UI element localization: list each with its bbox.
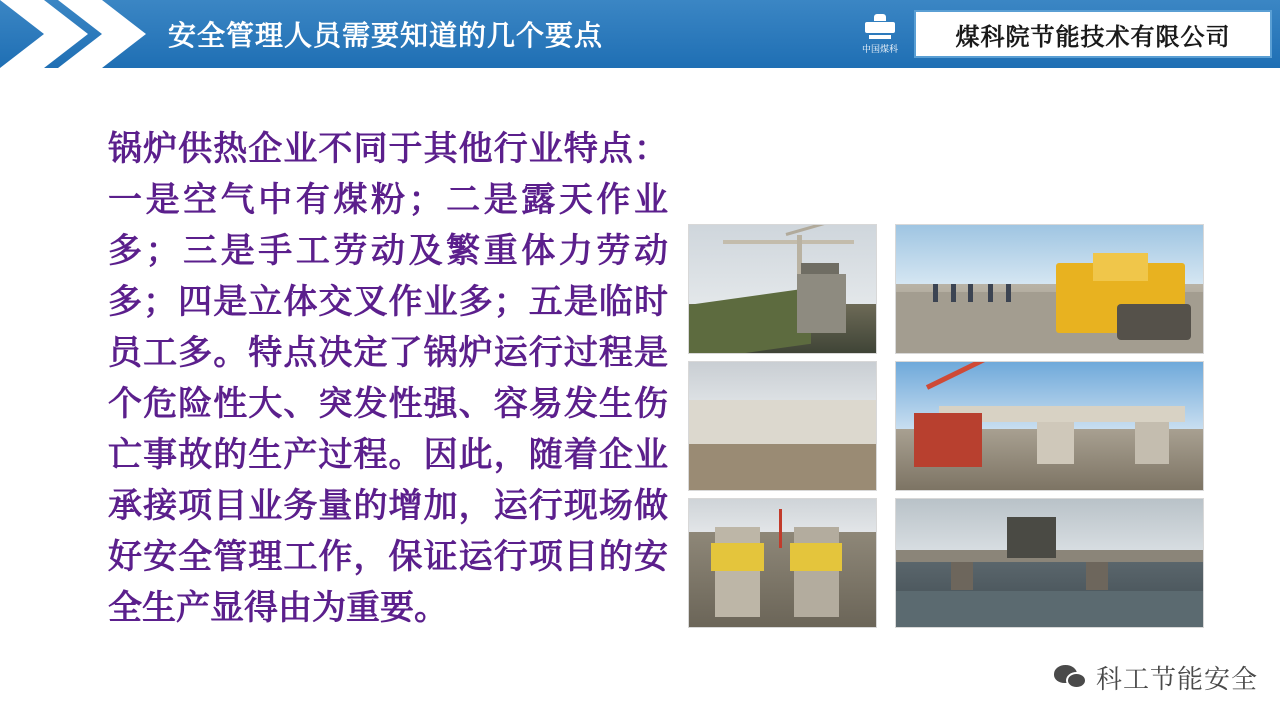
company-name-box (914, 10, 1272, 58)
photo-pier-formwork (688, 498, 877, 628)
photo-road-roller-paving (895, 224, 1204, 354)
coal-science-logo-icon (852, 8, 908, 60)
photo-bridge-over-water (895, 498, 1204, 628)
photo-earthwork-rubble-site (688, 361, 877, 491)
photo-tower-crane-pier (688, 224, 877, 354)
page-title: 安全管理人员需要知道的几个要点 (168, 20, 604, 51)
footer-watermark (1054, 659, 1258, 696)
body-paragraph: 锅炉供热企业不同于其他行业特点：一是空气中有煤粉；二是露天作业多；三是手工劳动及繁重体力劳动多；四是立体交叉作业多；五是临时员工多。特点决定了锅炉运行过程是个危险性大、突发性强、容易发生伤亡事故的生产过程。因此，随着企业承接项目业务量的增加，运行现场做好安全管理工作，保证运行项目的安全生产显得由为重要。 (108, 130, 668, 627)
double-chevron-right-icon (0, 0, 150, 68)
slide-header (0, 0, 1280, 68)
photo-grid (688, 224, 1204, 628)
company-name: 煤科院节能技术有限公司 (955, 23, 1231, 51)
photo-bridge-girder-crane (895, 361, 1204, 491)
watermark-label: 科工节能安全 (1095, 664, 1258, 694)
wechat-icon (1054, 663, 1088, 693)
logo-label: 中国煤科 (861, 43, 898, 54)
